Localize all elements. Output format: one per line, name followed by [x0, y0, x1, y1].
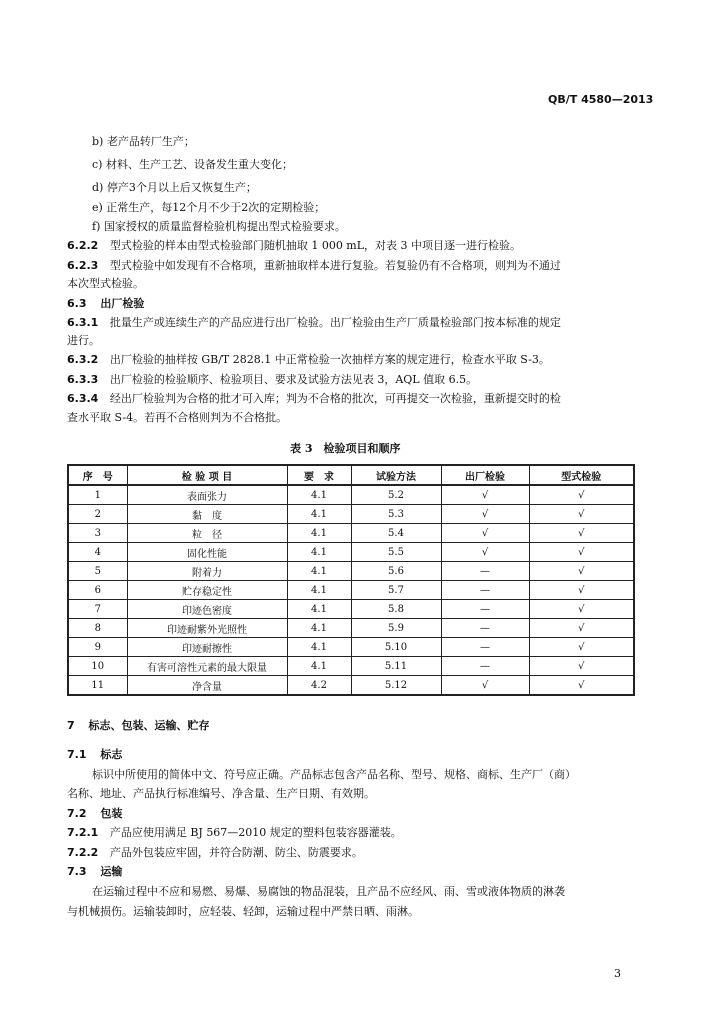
- list-item: f) 国家授权的质量监督检验机构提出型式检验要求。: [92, 220, 346, 233]
- table-cell: 粒 径: [127, 524, 287, 543]
- table-cell: 4.1: [287, 524, 351, 543]
- column-header: 型式检验: [529, 465, 634, 485]
- paragraph-7-3-continued: 与机械损伤。运输装卸时，应轻装、轻卸，运输过程中严禁日晒、雨淋。: [67, 905, 419, 918]
- table-cell: 11: [68, 676, 127, 696]
- column-header: 序 号: [68, 465, 127, 485]
- table-cell: 9: [68, 638, 127, 657]
- section-number: 6.3: [67, 297, 87, 310]
- table-cell: 5.11: [351, 657, 441, 676]
- table-cell: 10: [68, 657, 127, 676]
- clause-6-2-2: [67, 238, 521, 253]
- column-header: 试验方法: [351, 465, 441, 485]
- clause-number: 6.2.2: [67, 239, 99, 252]
- clause-text: 产品外包装应牢固，并符合防潮、防尘、防震要求。: [109, 846, 363, 859]
- table-cell: —: [441, 638, 529, 657]
- section-6-3-heading: [67, 296, 144, 311]
- table-cell: 4.1: [287, 485, 351, 505]
- table-cell: √: [529, 657, 634, 676]
- table-cell: 5.4: [351, 524, 441, 543]
- table-cell: 5.6: [351, 562, 441, 581]
- clause-number: 7.2.2: [67, 846, 99, 859]
- table-row: [68, 676, 634, 696]
- inspection-table: [67, 464, 635, 696]
- table-caption: 表 3 检验项目和顺序: [290, 442, 401, 455]
- section-title: 标志: [100, 748, 123, 761]
- table-cell: —: [441, 562, 529, 581]
- clause-text: 出厂检验的检验顺序、检验项目、要求及试验方法见表 3，AQL 值取 6.5。: [109, 373, 478, 386]
- column-header: 检 验 项 目: [127, 465, 287, 485]
- table-cell: —: [441, 619, 529, 638]
- table-cell: 4.1: [287, 619, 351, 638]
- clause-6-3-1: [67, 315, 561, 330]
- table-cell: 有害可溶性元素的最大限量: [127, 657, 287, 676]
- list-item: c) 材料、生产工艺、设备发生重大变化；: [92, 158, 293, 171]
- table-cell: 4: [68, 543, 127, 562]
- table-cell: 4.2: [287, 676, 351, 696]
- table-cell: √: [529, 600, 634, 619]
- table-cell: √: [529, 619, 634, 638]
- table-cell: 印迹耐擦性: [127, 638, 287, 657]
- table-cell: √: [529, 543, 634, 562]
- table-cell: 表面张力: [127, 485, 287, 505]
- clause-text: 型式检验的样本由型式检验部门随机抽取 1 000 mL，对表 3 中项目逐一进行检验。: [109, 239, 522, 252]
- paragraph-7-1: 标识中所使用的简体中文、符号应正确。产品标志包含产品名称、型号、规格、商标、生产厂（商）: [92, 768, 576, 781]
- section-number: 7.1: [67, 748, 87, 761]
- table-cell: 5.2: [351, 485, 441, 505]
- clause-6-3-4: [67, 391, 561, 406]
- clause-text: 型式检验中如发现有不合格项，重新抽取样本进行复验。若复验仍有不合格项，则判为不通过: [109, 259, 561, 272]
- table-cell: —: [441, 600, 529, 619]
- table-row: [68, 562, 634, 581]
- table-cell: 4.1: [287, 505, 351, 524]
- clause-text: 批量生产或连续生产的产品应进行出厂检验。出厂检验由生产厂质量检验部门按本标准的规定: [109, 316, 561, 329]
- clause-number: 6.3.1: [67, 316, 99, 329]
- table-cell: —: [441, 581, 529, 600]
- table-cell: √: [441, 524, 529, 543]
- clause-number: 6.2.3: [67, 259, 99, 272]
- table-cell: 1: [68, 485, 127, 505]
- table-cell: 印迹色密度: [127, 600, 287, 619]
- table-cell: 8: [68, 619, 127, 638]
- paragraph-7-1-continued: 名称、地址、产品执行标准编号、净含量、生产日期、有效期。: [67, 787, 375, 800]
- table-cell: 固化性能: [127, 543, 287, 562]
- table-cell: 净含量: [127, 676, 287, 696]
- section-number: 7.3: [67, 865, 87, 878]
- clause-text: 经出厂检验判为合格的批才可入库；判为不合格的批次，可再提交一次检验，重新提交时的检: [109, 392, 561, 405]
- table-cell: 5.9: [351, 619, 441, 638]
- table-cell: √: [529, 581, 634, 600]
- table-row: [68, 638, 634, 657]
- section-title: 标志、包装、运输、贮存: [88, 719, 210, 732]
- table-cell: √: [529, 485, 634, 505]
- table-cell: 4.1: [287, 543, 351, 562]
- clause-number: 6.3.3: [67, 373, 99, 386]
- table-cell: 5.5: [351, 543, 441, 562]
- section-7-2-heading: [67, 806, 122, 821]
- table-cell: 3: [68, 524, 127, 543]
- table-cell: 4.1: [287, 581, 351, 600]
- clause-6-3-3: [67, 372, 477, 387]
- table-cell: 2: [68, 505, 127, 524]
- table-cell: 4.1: [287, 657, 351, 676]
- clause-number: 7.2.1: [67, 826, 99, 839]
- table-cell: 5.10: [351, 638, 441, 657]
- table-cell: 4.1: [287, 638, 351, 657]
- list-item: e) 正常生产，每12个月不少于2次的定期检验；: [92, 201, 326, 214]
- list-item: d) 停产3个月以上后又恢复生产；: [92, 181, 257, 194]
- table-row: [68, 657, 634, 676]
- table-cell: 7: [68, 600, 127, 619]
- table-cell: √: [441, 505, 529, 524]
- table-cell: √: [529, 524, 634, 543]
- clause-6-2-3: [67, 258, 561, 273]
- table-cell: 贮存稳定性: [127, 581, 287, 600]
- table-cell: 4.1: [287, 600, 351, 619]
- table-row: [68, 505, 634, 524]
- standard-code: QB/T 4580—2013: [548, 93, 654, 106]
- table-cell: 黏 度: [127, 505, 287, 524]
- page-number: 3: [614, 967, 621, 980]
- table-cell: 6: [68, 581, 127, 600]
- table-cell: √: [529, 638, 634, 657]
- clause-text: 出厂检验的抽样按 GB/T 2828.1 中正常检验一次抽样方案的规定进行，检查水平取 S-3。: [109, 353, 550, 366]
- section-number: 7.2: [67, 807, 87, 820]
- clause-number: 6.3.4: [67, 392, 99, 405]
- table-cell: √: [441, 676, 529, 696]
- list-item: b) 老产品转厂生产；: [92, 135, 195, 148]
- table-cell: √: [441, 485, 529, 505]
- clause-number: 6.3.2: [67, 353, 99, 366]
- table-cell: 5.12: [351, 676, 441, 696]
- column-header: 出厂检验: [441, 465, 529, 485]
- section-title: 出厂检验: [100, 297, 145, 310]
- table-row: [68, 619, 634, 638]
- section-title: 运输: [100, 865, 123, 878]
- section-7-1-heading: [67, 747, 122, 762]
- table-row: [68, 543, 634, 562]
- table-cell: 5: [68, 562, 127, 581]
- table-cell: 附着力: [127, 562, 287, 581]
- clause-6-3-2: [67, 352, 550, 367]
- section-title: 包装: [100, 807, 123, 820]
- table-cell: 5.7: [351, 581, 441, 600]
- table-row: [68, 581, 634, 600]
- table-cell: √: [529, 505, 634, 524]
- table-header-row: [68, 465, 634, 485]
- table-cell: √: [529, 676, 634, 696]
- table-cell: 5.8: [351, 600, 441, 619]
- clause-text-continued: 进行。: [67, 334, 100, 347]
- clause-7-2-1: [67, 825, 402, 840]
- section-number: 7: [67, 719, 75, 732]
- table-row: [68, 485, 634, 505]
- table-cell: —: [441, 657, 529, 676]
- table-cell: 印迹耐紫外光照性: [127, 619, 287, 638]
- clause-text: 产品应使用满足 BJ 567—2010 规定的塑料包装容器灌装。: [109, 826, 402, 839]
- table-cell: 4.1: [287, 562, 351, 581]
- clause-text-continued: 本次型式检验。: [67, 277, 144, 290]
- section-7-3-heading: [67, 864, 122, 879]
- table-row: [68, 600, 634, 619]
- clause-7-2-2: [67, 845, 363, 860]
- table-cell: √: [529, 562, 634, 581]
- table-cell: 5.3: [351, 505, 441, 524]
- table-cell: √: [441, 543, 529, 562]
- paragraph-7-3: 在运输过程中不应和易燃、易爆、易腐蚀的物品混装，且产品不应经风、雨、雪或液体物质的淋袭: [92, 885, 565, 898]
- table-row: [68, 524, 634, 543]
- column-header: 要 求: [287, 465, 351, 485]
- clause-text-continued: 查水平取 S-4。若再不合格则判为不合格批。: [67, 411, 288, 424]
- section-7-heading: [67, 718, 210, 733]
